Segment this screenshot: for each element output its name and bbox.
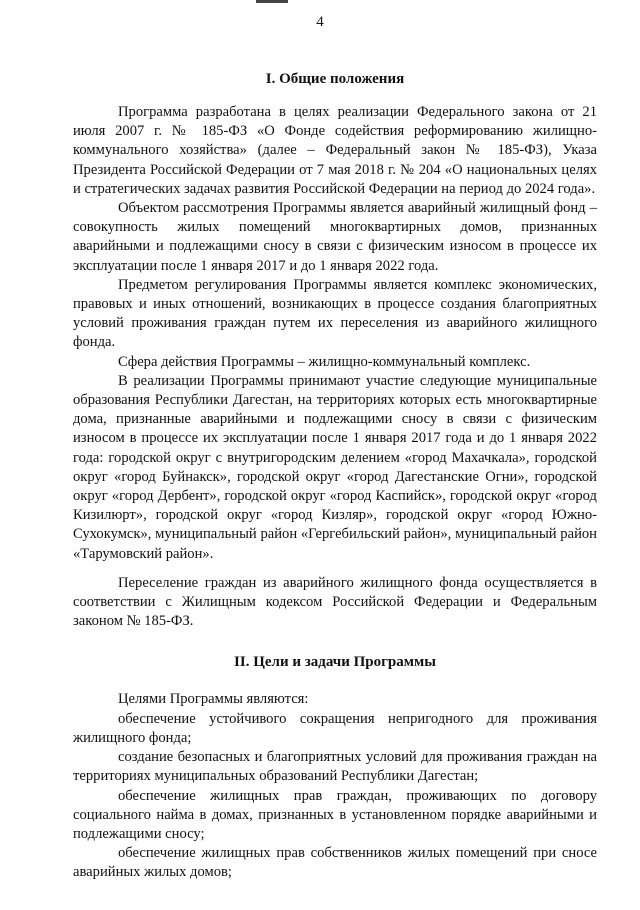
paragraph-participants: В реализации Программы принимают участие следующие муниципальные образования Республики Дагестан, на территориях которых есть многоквартирные дома, признанные аварийными и подлежащими сносу в связи с физическим износом в процессе их эксплуатации после 1 января 2017 года и до 1 января 2022 года: городской округ с внутригородским делением «город Махачкала», городской округ «город Буйнакск», городской округ «город Дагестанские Огни», городской округ «город Дербент», городской округ «город Каспийск», городской округ «город Кизилюрт», городской округ «город Кизляр», городской округ «город Южно-Сухокумск», муниципальный район «Гергебильский район», муниципальный район «Тарумовский район».	[73, 372, 597, 562]
paragraph-goal-3: обеспечение жилищных прав граждан, проживающих по договору социального найма в домах, признанных в установленном порядке аварийными и подлежащими сносу;	[73, 787, 597, 842]
paragraph-program-scope: Сфера действия Программы – жилищно-коммунальный комплекс.	[118, 353, 531, 370]
page-number: 4	[316, 14, 324, 30]
section-1-title: I. Общие положения	[265, 71, 405, 87]
document-body	[73, 70, 597, 883]
paragraph-goal-2: создание безопасных и благоприятных условий для проживания граждан на территориях муниципальных образований Республики Дагестан;	[73, 749, 597, 785]
section-2-title: II. Цели и задачи Программы	[234, 654, 436, 671]
paragraph-goal-1: обеспечение устойчивого сокращения непригодного для проживания жилищного фонда;	[73, 710, 597, 746]
paragraph-program-subject: Предметом регулирования Программы является комплекс экономических, правовых и иных отношений, возникающих в процессе создания благоприятных условий проживания граждан путем их переселения из аварийного жилищного фонда.	[73, 276, 597, 351]
paragraph-resettlement: Переселение граждан из аварийного жилищного фонда осуществляется в соответствии с Жилищным кодексом Российской Федерации и Федеральным законом № 185-ФЗ.	[73, 574, 597, 630]
scan-mark	[256, 0, 288, 3]
paragraph-goals-intro: Целями Программы являются:	[118, 691, 309, 708]
paragraph-program-object: Объектом рассмотрения Программы является аварийный жилищный фонд – совокупность жилых помещений многоквартирных домов, признанных аварийными и подлежащими сносу в связи с физическим износом в процессе их эксплуатации после 1 января 2017 и до 1 января 2022 года.	[73, 200, 597, 274]
paragraph-goal-4: обеспечение жилищных прав собственников жилых помещений при сносе аварийных жилых домов;	[73, 845, 597, 881]
paragraph-program-basis: Программа разработана в целях реализации Федерального закона от 21 июля 2007 г. № 185-ФЗ «О Фонде содействия реформированию жилищно-коммунального хозяйства» (далее – Федеральный закон № 185-ФЗ), Указа Президента Российской Федерации от 7 мая 2018 г. № 204 «О национальных целях и стратегических задачах развития Российской Федерации на период до 2024 года».	[73, 104, 597, 197]
spacer	[73, 564, 597, 574]
